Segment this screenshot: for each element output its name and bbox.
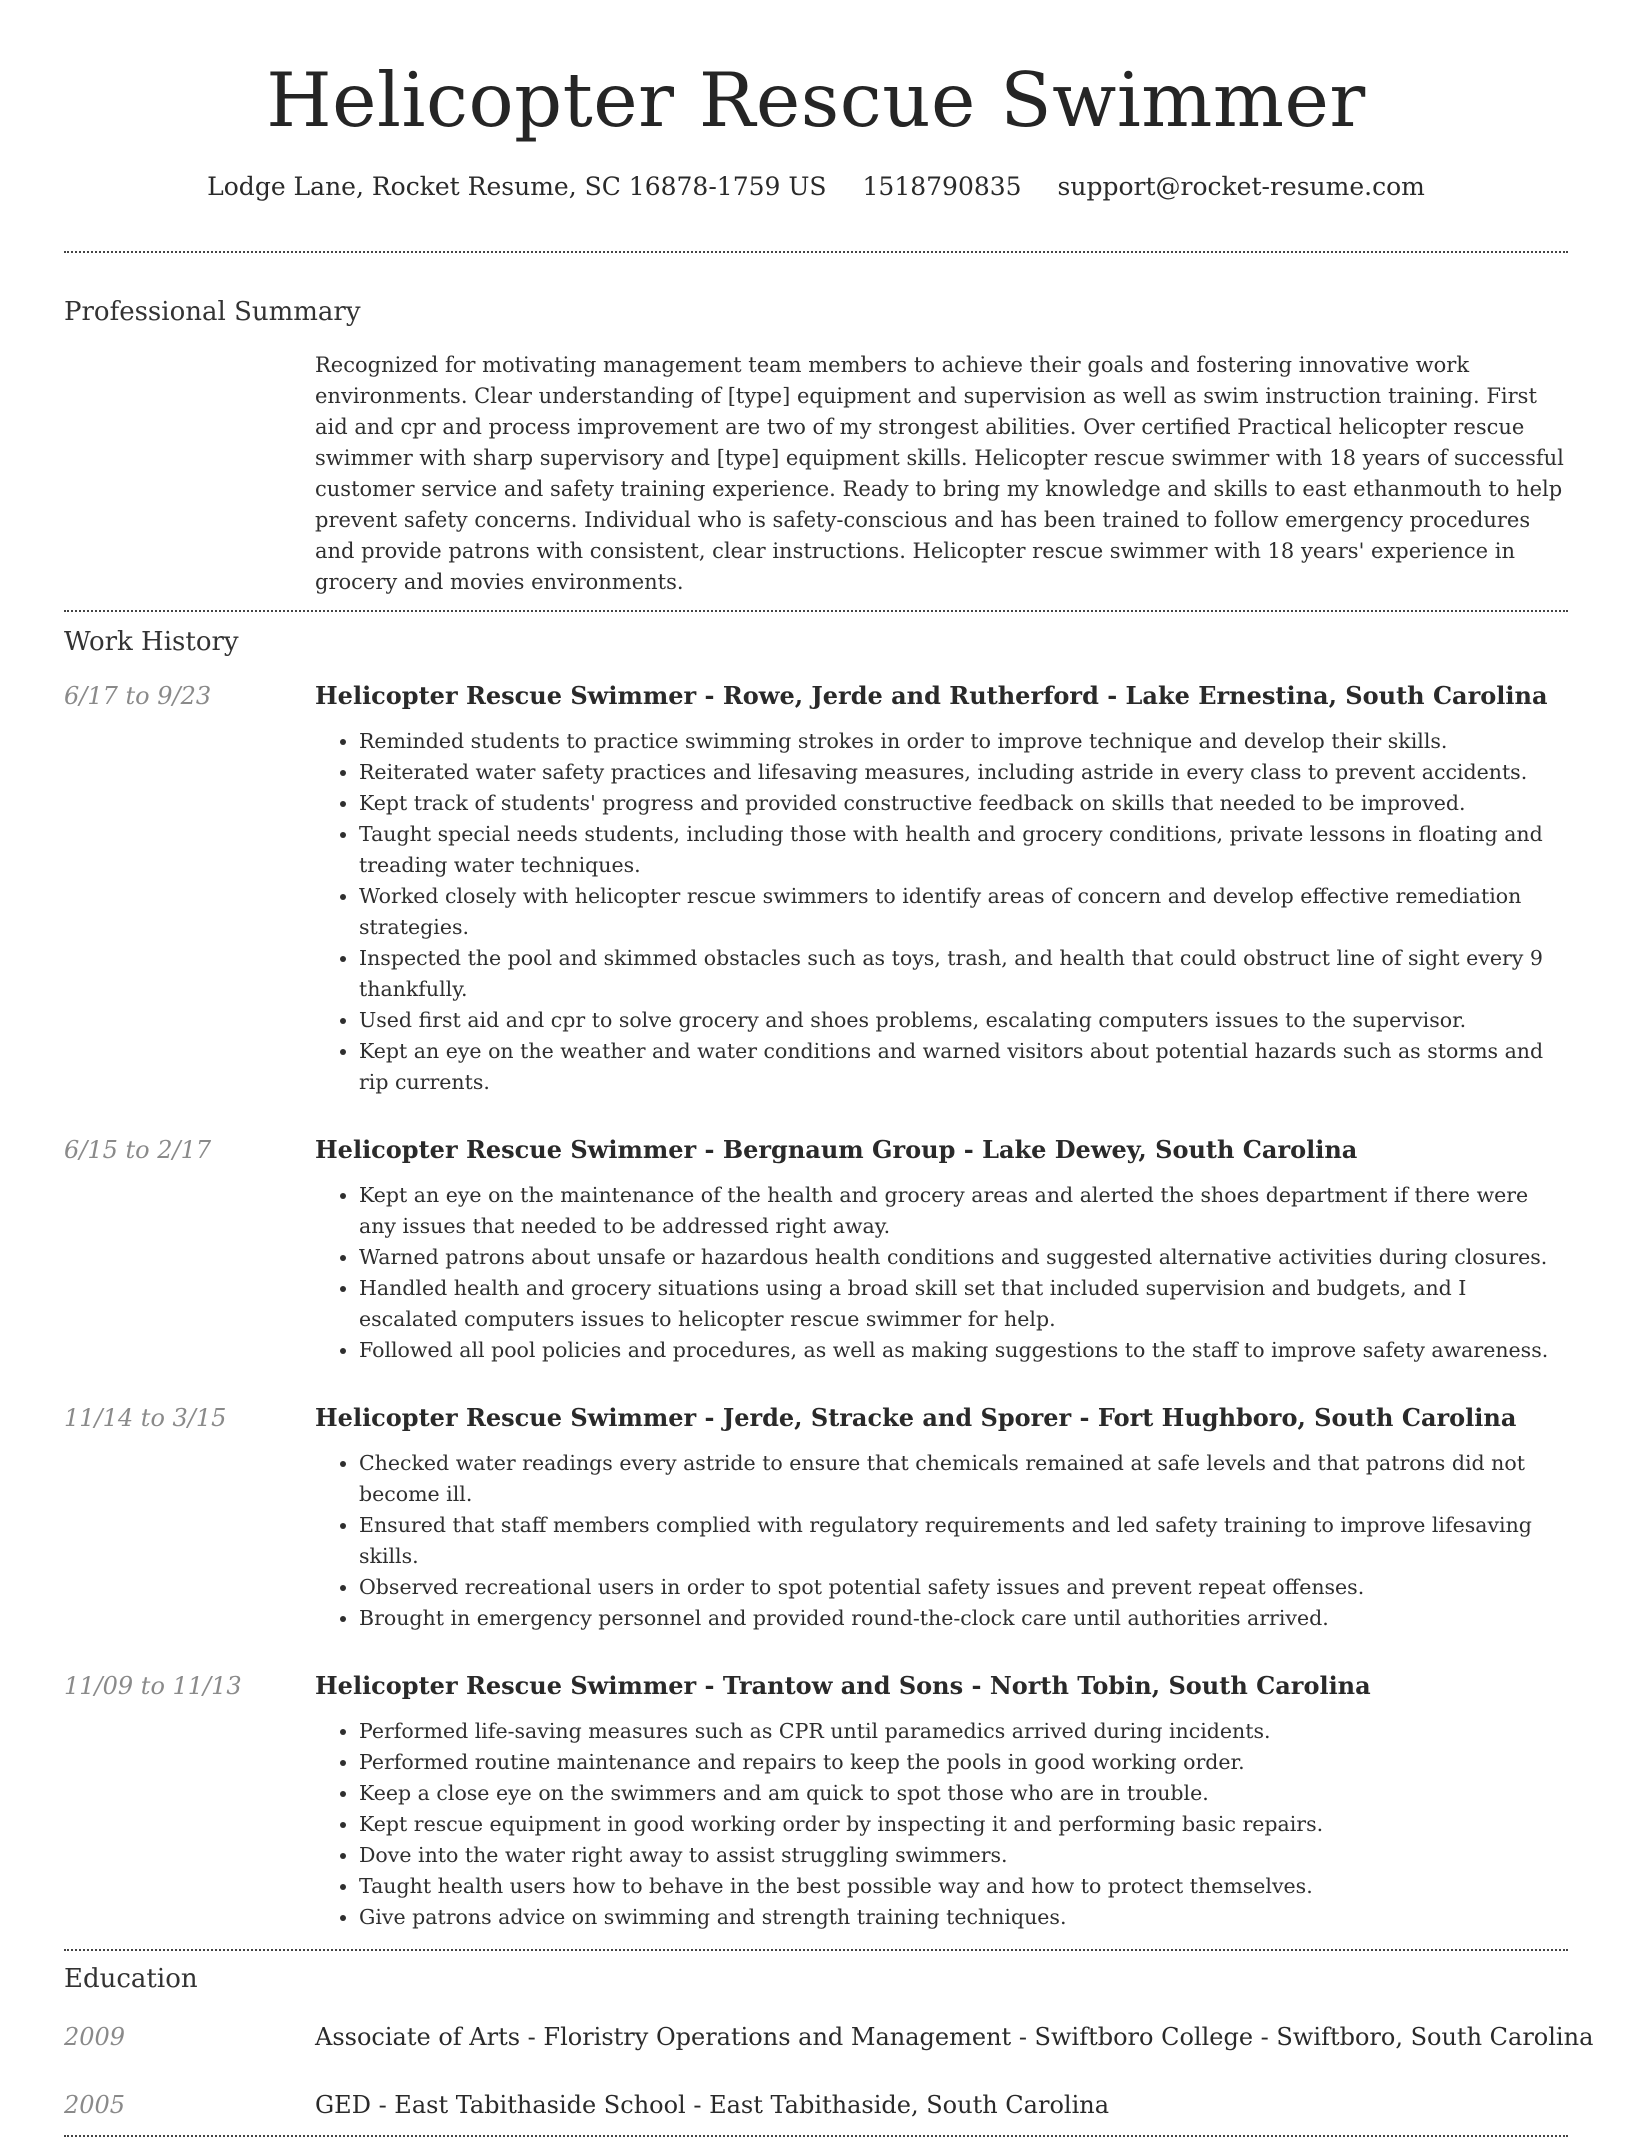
job-heading: Helicopter Rescue Swimmer - Rowe, Jerde and Rutherford - Lake Ernestina, South Carolina (315, 681, 1548, 710)
job-bullet: • Kept track of students' progress and provided constructive feedback on skills that needed to be improved. (359, 788, 1568, 819)
job-heading: Helicopter Rescue Swimmer - Trantow and Sons - North Tobin, South Carolina (315, 1671, 1371, 1700)
work-history-section (64, 624, 1568, 1933)
education-year: 2009 (64, 2023, 126, 2051)
job-bullets (315, 1448, 1568, 1634)
work-history-heading: Work History (64, 627, 239, 657)
job-heading: Helicopter Rescue Swimmer - Bergnaum Group - Lake Dewey, South Carolina (315, 1135, 1358, 1164)
job-entry (64, 1134, 1568, 1366)
candidate-name: Helicopter Rescue Swimmer (266, 56, 1366, 144)
job-bullet: • Give patrons advice on swimming and strength training techniques. (359, 1902, 1568, 1933)
education-section (64, 1961, 1594, 2121)
education-year: 2005 (64, 2091, 126, 2119)
section-divider (64, 1949, 1568, 1951)
job-bullet: • Taught health users how to behave in the best possible way and how to protect themselves. (359, 1871, 1568, 1902)
job-bullet: • Dove into the water right away to assist struggling swimmers. (359, 1840, 1568, 1871)
section-divider (64, 610, 1568, 612)
job-dates: 6/17 to 9/23 (64, 682, 212, 710)
education-detail: GED - East Tabithaside School - East Tabithaside, South Carolina (315, 2091, 1110, 2119)
job-bullet: • Reminded students to practice swimming strokes in order to improve technique and develop their skills. (359, 726, 1568, 757)
job-heading: Helicopter Rescue Swimmer - Jerde, Stracke and Sporer - Fort Hughboro, South Carolina (315, 1403, 1517, 1432)
job-bullets (315, 1716, 1568, 1933)
job-bullets (315, 726, 1568, 1098)
job-dates: 11/14 to 3/15 (64, 1404, 227, 1432)
education-heading: Education (64, 1964, 198, 1994)
summary-heading: Professional Summary (64, 297, 361, 327)
contact-email[interactable]: support@rocket-resume.com (1057, 172, 1425, 201)
education-entry (64, 2021, 1594, 2053)
job-bullet: • Used first aid and cpr to solve grocery and shoes problems, escalating computers issues to the supervisor. (359, 1005, 1568, 1036)
education-entry (64, 2089, 1568, 2121)
summary-text: Recognized for motivating management team members to achieve their goals and fostering innovative work environments. Clear understanding of [type] equipment and supervision as well as swim instruction training. First aid and cpr and process improvement are two of my strongest abilities. Over certified Practical helicopter rescue swimmer with sharp supervisory and [type] equipment skills. Helicopter rescue swimmer with 18 years of successful customer service and safety training experience. Ready to bring my knowledge and skills to east ethanmouth to help prevent safety concerns. Individual who is safety-conscious and has been trained to follow emergency procedures and provide patrons with consistent, clear instructions. Helicopter rescue swimmer with 18 years' experience in grocery and movies environments. (315, 353, 1564, 594)
job-entry (64, 1670, 1568, 1933)
job-bullet: • Kept an eye on the weather and water conditions and warned visitors about potential hazards such as storms and rip currents. (359, 1036, 1568, 1098)
job-bullet: • Observed recreational users in order to spot potential safety issues and prevent repeat offenses. (359, 1572, 1568, 1603)
job-dates: 6/15 to 2/17 (64, 1136, 212, 1164)
job-bullet: • Handled health and grocery situations using a broad skill set that included supervision and budgets, and I escalated computers issues to helicopter rescue swimmer for help. (359, 1273, 1568, 1335)
job-bullet: • Keep a close eye on the swimmers and am quick to spot those who are in trouble. (359, 1778, 1568, 1809)
job-bullet: • Kept an eye on the maintenance of the health and grocery areas and alerted the shoes department if there were any issues that needed to be addressed right away. (359, 1180, 1568, 1242)
job-bullet: • Warned patrons about unsafe or hazardous health conditions and suggested alternative activities during closures. (359, 1242, 1568, 1273)
job-bullet: • Reiterated water safety practices and lifesaving measures, including astride in every class to prevent accidents. (359, 757, 1568, 788)
job-bullet: • Brought in emergency personnel and provided round-the-clock care until authorities arrived. (359, 1603, 1568, 1634)
job-bullet: • Worked closely with helicopter rescue swimmers to identify areas of concern and develop effective remediation strategies. (359, 881, 1568, 943)
contact-address: Lodge Lane, Rocket Resume, SC 16878-1759 US (207, 172, 827, 201)
resume-page (64, 0, 1594, 2137)
job-bullets (315, 1180, 1568, 1366)
contact-phone: 1518790835 (862, 172, 1022, 201)
contact-line (64, 170, 1568, 204)
job-bullet: • Followed all pool policies and procedures, as well as making suggestions to the staff to improve safety awareness. (359, 1335, 1568, 1366)
section-divider (64, 251, 1568, 253)
job-entry (64, 680, 1568, 1098)
job-bullet: • Taught special needs students, including those with health and grocery conditions, private lessons in floating and treading water techniques. (359, 819, 1568, 881)
job-bullet: • Ensured that staff members complied with regulatory requirements and led safety training to improve lifesaving skills. (359, 1510, 1568, 1572)
job-bullet: • Performed life-saving measures such as CPR until paramedics arrived during incidents. (359, 1716, 1568, 1747)
job-entry (64, 1402, 1568, 1634)
job-bullet: • Kept rescue equipment in good working order by inspecting it and performing basic repairs. (359, 1809, 1568, 1840)
summary-section (64, 294, 1568, 598)
job-dates: 11/09 to 11/13 (64, 1672, 242, 1700)
job-bullet: • Inspected the pool and skimmed obstacles such as toys, trash, and health that could obstruct line of sight every 9 thankfully. (359, 943, 1568, 1005)
job-bullet: • Performed routine maintenance and repairs to keep the pools in good working order. (359, 1747, 1568, 1778)
education-detail: Associate of Arts - Floristry Operations and Management - Swiftboro College - Swiftboro, South Carolina (315, 2023, 1594, 2051)
job-bullet: • Checked water readings every astride to ensure that chemicals remained at safe levels and that patrons did not become ill. (359, 1448, 1568, 1510)
